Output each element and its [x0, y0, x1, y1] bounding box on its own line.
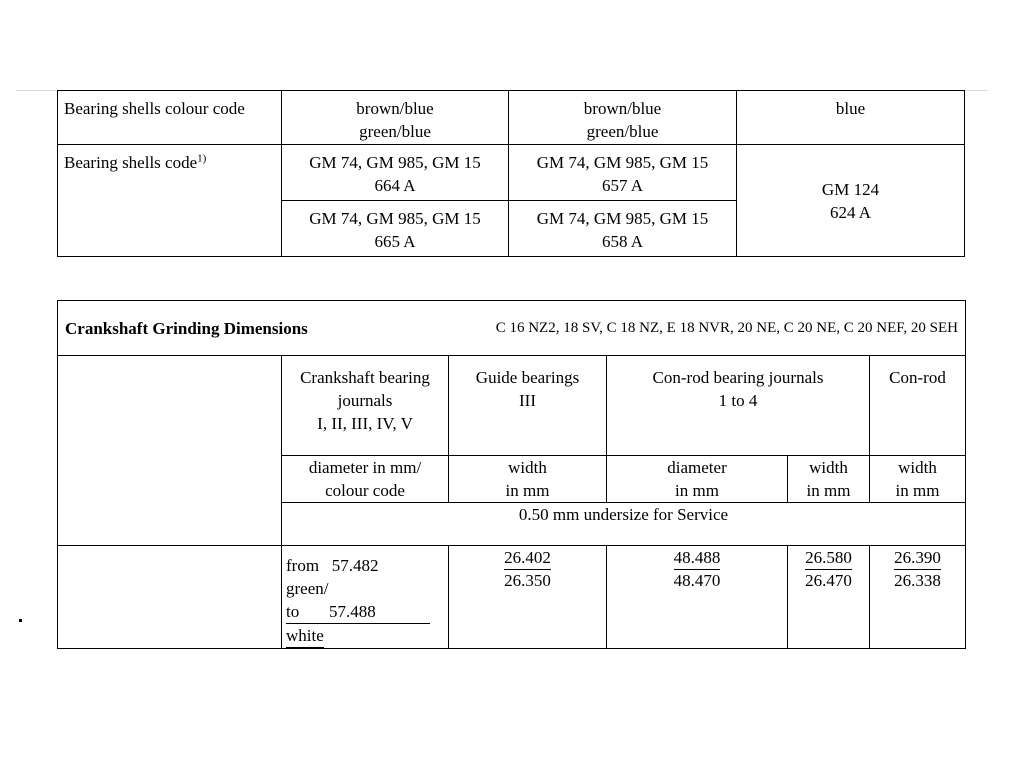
col1-subheader: diameter in mm/ colour code — [282, 456, 449, 503]
shells-code-r1-col2: GM 74, GM 985, GM 15 657 A — [509, 145, 737, 201]
colour-code-2: white — [286, 624, 324, 648]
col2-subheader: width in mm — [449, 456, 607, 503]
bearing-shells-table — [57, 90, 965, 257]
colour-code-label: Bearing shells colour code — [58, 91, 282, 145]
col-conrod-journals-header: Con-rod bearing journals 1 to 4 — [607, 356, 870, 456]
shells-code-r2-col2: GM 74, GM 985, GM 15 658 A — [509, 201, 737, 257]
colour-code-row — [58, 91, 965, 145]
engine-models: C 16 NZ2, 18 SV, C 18 NZ, E 18 NVR, 20 NE, C 20 NE, C 20 NEF, 20 SEH — [495, 319, 958, 336]
from-label: from — [286, 556, 320, 575]
colour-code-col1: brown/blue green/blue — [282, 91, 509, 145]
journal-diameter-range — [282, 546, 449, 649]
col-conrod-header: Con-rod — [870, 356, 966, 456]
col3b-subheader: width in mm — [788, 456, 870, 503]
service-undersize-label: 0.50 mm undersize for Service — [282, 503, 966, 546]
shells-code-col3: GM 124 624 A — [737, 145, 965, 257]
guide-width-value: 26.402 26.350 — [449, 546, 607, 649]
col3a-subheader: diameter in mm — [607, 456, 788, 503]
conrod-diameter-value: 48.488 48.470 — [607, 546, 788, 649]
conrod-journal-width-value: 26.580 26.470 — [788, 546, 870, 649]
colour-code-col3: blue — [737, 91, 965, 145]
col-crankshaft-journals-header: Crankshaft bearing journals I, II, III, IV, V — [282, 356, 449, 456]
to-value: 57.488 — [328, 602, 376, 621]
colour-code-1: green/ — [286, 579, 329, 598]
grinding-dimensions-table — [57, 300, 966, 649]
bullet-marker — [19, 619, 22, 622]
col4-subheader: width in mm — [870, 456, 966, 503]
table-row — [58, 546, 966, 649]
conrod-width-value: 26.390 26.338 — [870, 546, 966, 649]
empty-left-cell — [58, 356, 282, 546]
shells-code-label: Bearing shells code$^{1)}$ — [58, 145, 282, 257]
column-header-row — [58, 356, 966, 456]
shells-code-r1-col1: GM 74, GM 985, GM 15 664 A — [282, 145, 509, 201]
grinding-title-cell — [58, 301, 966, 356]
to-label: to — [286, 602, 300, 621]
shells-code-r2-col1: GM 74, GM 985, GM 15 665 A — [282, 201, 509, 257]
footnote-marker: 1) — [197, 152, 207, 165]
col-guide-bearings-header: Guide bearings III — [449, 356, 607, 456]
empty-left-data-cell — [58, 546, 282, 649]
colour-code-col2: brown/blue green/blue — [509, 91, 737, 145]
grinding-title: Crankshaft Grinding Dimensions — [65, 318, 308, 338]
grinding-title-row — [58, 301, 966, 356]
shells-code-row — [58, 145, 965, 201]
from-value: 57.482 — [331, 556, 379, 575]
